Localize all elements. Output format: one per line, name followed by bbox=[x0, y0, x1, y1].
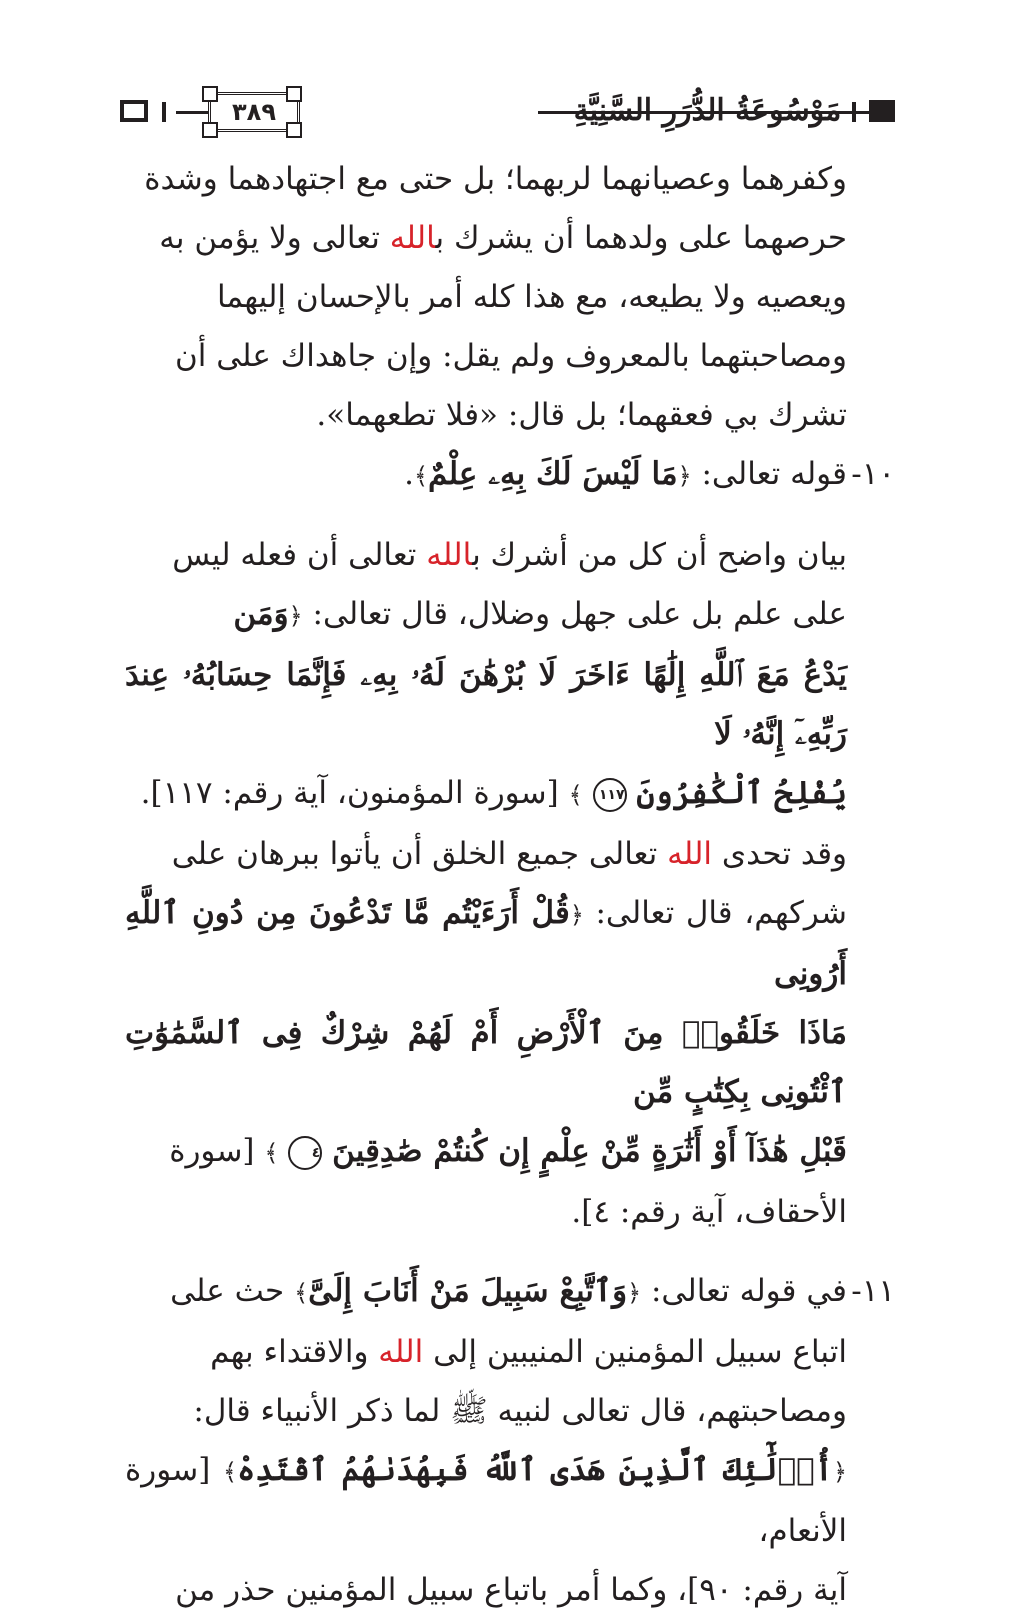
ayah-number-marker: ١١٧ bbox=[593, 778, 627, 812]
text-line: ويعصيه ولا يطيعه، مع هذا كله أمر بالإحسان إليهما bbox=[216, 279, 847, 315]
quran-verse: وَمَن bbox=[233, 596, 289, 632]
quran-close-bracket: ﴾ bbox=[294, 1279, 309, 1307]
text-line: في قوله تعالى: ﴿وَٱتَّبِعْ سَبِيلَ مَنْ أَنَابَ إِلَىَّ﴾ حث على bbox=[170, 1273, 847, 1309]
page-header bbox=[118, 80, 895, 144]
header-bar-ornament bbox=[852, 102, 856, 122]
page-number-text: ٣٨٩ bbox=[232, 98, 276, 126]
text-line: وكفرهما وعصيانهما لربهما؛ بل حتى مع اجتهادهما وشدة bbox=[144, 161, 847, 197]
quran-open-bracket: ﴿ bbox=[677, 462, 692, 490]
text-line: حرصهما على ولدهما أن يشرك بالله تعالى ولا يؤمن به bbox=[159, 220, 847, 256]
quran-open-bracket: ﴿ bbox=[288, 602, 303, 630]
verse-reference: [سورة الأنعام، bbox=[125, 1452, 847, 1549]
item-number: ١٠- bbox=[851, 456, 895, 492]
quran-close-bracket: ﴾ bbox=[568, 781, 583, 809]
text-line: اتباع سبيل المؤمنين المنيبين إلى الله والاقتداء بهم bbox=[210, 1334, 847, 1370]
quran-open-bracket: ﴿ bbox=[627, 1279, 642, 1307]
allah-word: الله bbox=[389, 220, 436, 256]
text-line bbox=[125, 1441, 847, 1561]
text-line: وقد تحدى الله تعالى جميع الخلق أن يأتوا ببرهان على bbox=[171, 836, 847, 872]
text-line: الأحقاف، آية رقم: ٤]. bbox=[571, 1194, 847, 1230]
text-line: آية رقم: ٩٠]، وكما أمر باتباع سبيل المؤمنين حذر من bbox=[175, 1572, 847, 1608]
quran-close-bracket: ﴾ bbox=[264, 1139, 279, 1167]
header-bar-ornament bbox=[162, 102, 166, 122]
quran-verse: قَبْلِ هَٰذَآ أَوْ أَثَٰرَةٍ مِّنْ عِلْمٍ إِن كُنتُمْ صَٰدِقِينَ bbox=[332, 1133, 847, 1169]
paragraph bbox=[125, 526, 895, 1242]
quran-verse: أُو۟لَٰٓئِكَ ٱلَّذِينَ هَدَى ٱللَّهُ فَبِهُدَىٰهُمُ ٱقْتَدِهْ bbox=[237, 1452, 833, 1488]
text-line: شركهم، قال تعالى: ﴿قُلْ أَرَءَيْتُم مَّا تَدْعُونَ مِن دُونِ ٱللَّهِ أَرُونِى bbox=[125, 895, 847, 992]
page-box-corner-ornament bbox=[286, 86, 302, 102]
text-line: ومصاحبتهم، قال تعالى لنبيه ﷺ لما ذكر الأنبياء قال: bbox=[193, 1393, 847, 1429]
quran-verse: مَا لَيْسَ لَكَ بِهِۦ عِلْمٌ bbox=[428, 456, 678, 492]
verse-reference: [سورة المؤمنون، آية رقم: ١١٧]. bbox=[140, 775, 569, 811]
text-line: ومصاحبتهما بالمعروف ولم يقل: وإن جاهداك على أن bbox=[174, 338, 847, 374]
allah-word: الله bbox=[426, 537, 473, 573]
text-line: قوله تعالى: ﴿مَا لَيْسَ لَكَ بِهِۦ عِلْمٌ﴾. bbox=[404, 456, 847, 492]
paragraph-continuation bbox=[125, 150, 895, 445]
allah-word: الله bbox=[667, 836, 713, 872]
ayah-number-marker: ٤ bbox=[288, 1136, 322, 1170]
text-line bbox=[125, 1122, 847, 1183]
quran-verse: وَٱتَّبِعْ سَبِيلَ مَنْ أَنَابَ إِلَىَّ bbox=[308, 1273, 628, 1309]
quran-open-bracket: ﴿ bbox=[832, 1458, 847, 1486]
text-line bbox=[125, 764, 847, 825]
quran-close-bracket: ﴾ bbox=[413, 462, 429, 490]
page-box-corner-ornament bbox=[286, 122, 302, 138]
quran-close-bracket: ﴾ bbox=[223, 1458, 238, 1486]
text-line: على علم بل على جهل وضلال، قال تعالى: ﴿وَمَن bbox=[233, 596, 847, 632]
quran-verse: يُفْلِحُ ٱلْكَٰفِرُونَ bbox=[636, 775, 847, 811]
text-line: تشرك بي فعقهما؛ بل قال: «فلا تطعهما». bbox=[316, 397, 847, 433]
header-square-ornament bbox=[869, 100, 895, 122]
quran-verse-line: يَدْعُ مَعَ ٱللَّهِ إِلَٰهًا ءَاخَرَ لَا بُرْهَٰنَ لَهُۥ بِهِۦ فَإِنَّمَا حِسَابُهُۥ عِندَ رَبِّهِۦٓ إِنَّهُۥ لَا bbox=[125, 657, 847, 752]
page-box-corner-ornament bbox=[202, 86, 218, 102]
text-line: بيان واضح أن كل من أشرك بالله تعالى أن فعله ليس bbox=[172, 537, 847, 573]
item-number: ١١- bbox=[851, 1273, 895, 1309]
quran-verse: قُلْ أَرَءَيْتُم مَّا تَدْعُونَ مِن دُونِ ٱللَّهِ أَرُونِى bbox=[125, 895, 847, 992]
allah-word: الله bbox=[378, 1334, 424, 1370]
numbered-item-10 bbox=[125, 445, 895, 506]
quran-verse-line: مَاذَا خَلَقُوا۟ مِنَ ٱلْأَرْضِ أَمْ لَهُمْ شِرْكٌ فِى ٱلسَّمَٰوَٰتِ ٱئْتُونِى بِكِتَٰبٍ مِّن bbox=[125, 1015, 847, 1110]
numbered-item-11 bbox=[125, 1262, 895, 1620]
quran-open-bracket: ﴿ bbox=[569, 901, 584, 929]
verse-reference: [سورة bbox=[169, 1133, 265, 1169]
book-title: مَوْسُوعَةُ الدُّرَرِ السَّنِيَّةِ bbox=[573, 92, 842, 128]
header-square-ornament bbox=[120, 100, 148, 122]
page-body bbox=[125, 150, 895, 1620]
page-box-corner-ornament bbox=[202, 122, 218, 138]
